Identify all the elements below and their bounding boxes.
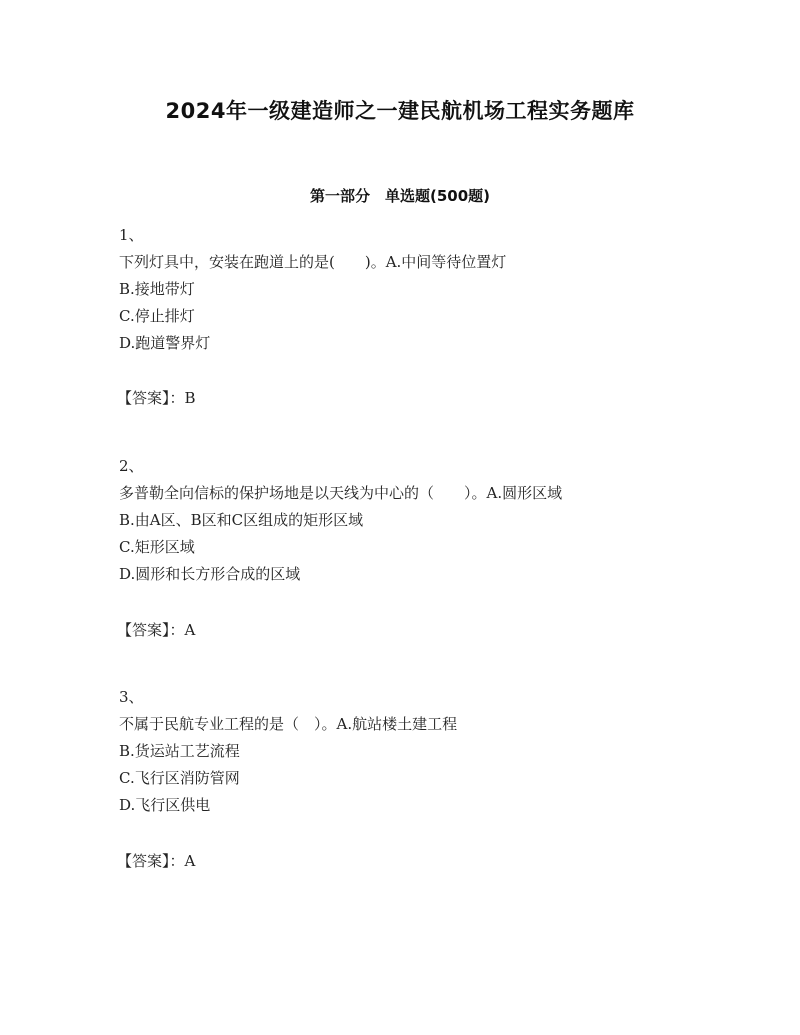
option-c: C.停止排灯 (119, 307, 195, 325)
question-stem: 多普勒全向信标的保护场地是以天线为中心的（ ）。A.圆形区域 (119, 484, 563, 502)
answer-label: 【答案】： (117, 621, 185, 639)
answer-2 (117, 617, 195, 644)
option-b: B.货运站工艺流程 (119, 742, 240, 760)
answer-label: 【答案】： (117, 389, 185, 407)
option-d: D.跑道警界灯 (119, 334, 211, 352)
answer-value: A (184, 621, 196, 639)
option-c: C.矩形区域 (119, 538, 195, 556)
option-d: D.飞行区供电 (119, 796, 211, 814)
document-title: 2024年一级建造师之一建民航机场工程实务题库 (165, 99, 635, 123)
answer-value: A (184, 852, 196, 870)
answer-3 (117, 848, 195, 875)
answer-1 (117, 385, 196, 412)
option-b: B.接地带灯 (119, 280, 195, 298)
option-b: B.由A区、B区和C区组成的矩形区域 (119, 511, 364, 529)
answer-value: B (184, 389, 196, 407)
option-d: D.圆形和长方形合成的区域 (119, 565, 301, 583)
option-c: C.飞行区消防管网 (119, 769, 240, 787)
question-stem: 不属于民航专业工程的是（ ）。A.航站楼土建工程 (119, 715, 458, 733)
section-title: 第一部分 单选题(500题) (309, 187, 491, 205)
question-number: 1、 (119, 226, 144, 244)
question-3 (119, 684, 719, 819)
question-number: 2、 (119, 457, 144, 475)
question-2 (119, 453, 719, 588)
answer-label: 【答案】： (117, 852, 185, 870)
question-number: 3、 (119, 688, 144, 706)
question-stem: 下列灯具中，安装在跑道上的是( )。A.中间等待位置灯 (119, 253, 507, 271)
question-1 (119, 222, 719, 357)
